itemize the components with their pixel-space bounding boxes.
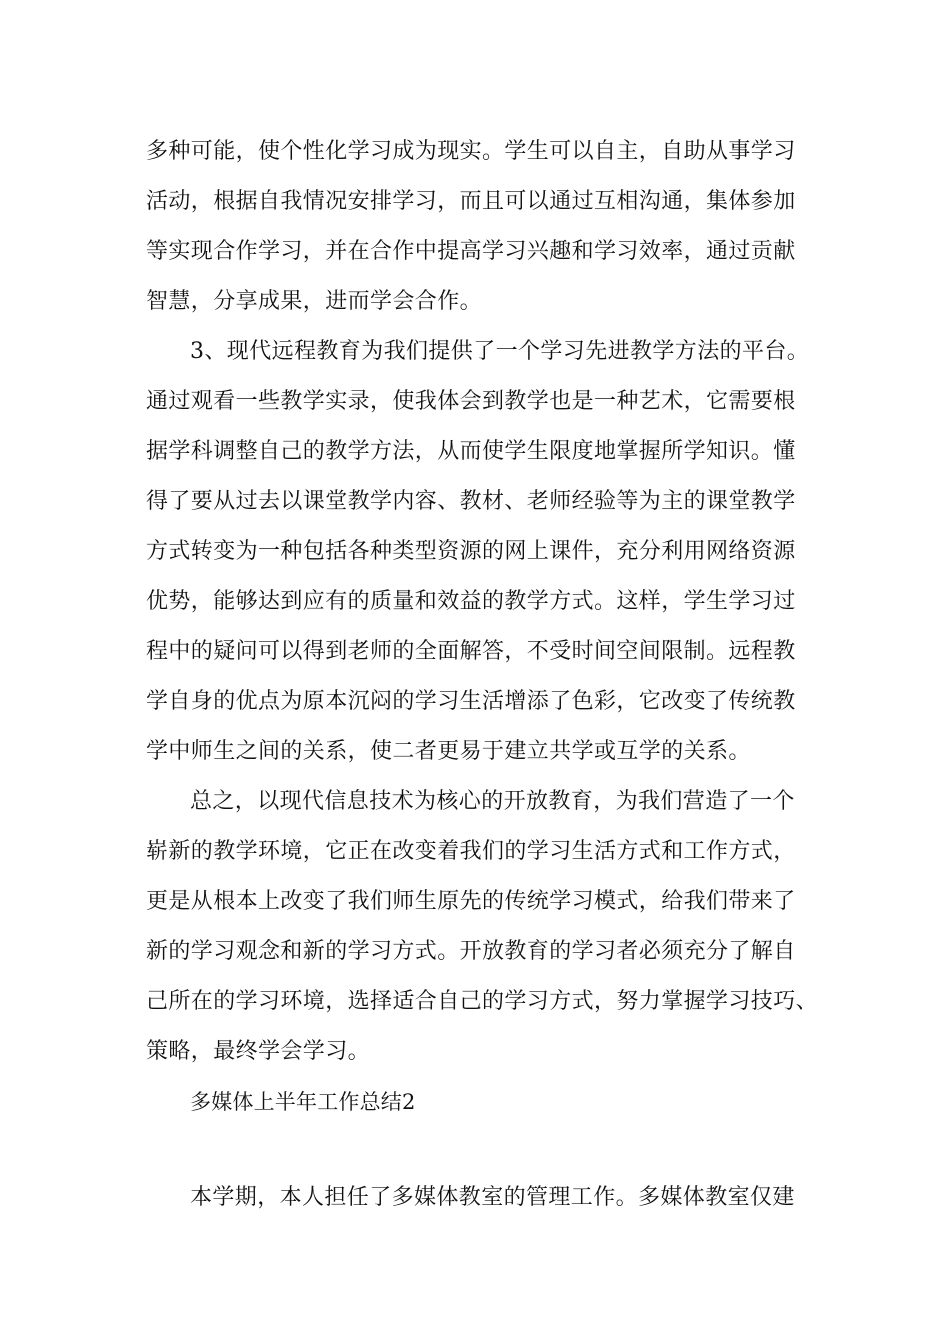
paragraph-3-line-3: 更是从根本上改变了我们师生原先的传统学习模式，给我们带来了 xyxy=(146,889,796,914)
paragraph-1-line-4: 智慧，分享成果，进而学会合作。 xyxy=(146,289,483,314)
paragraph-3-line-4: 新的学习观念和新的学习方式。开放教育的学习者必须充分了解自 xyxy=(146,939,796,964)
paragraph-2-line-4: 得了要从过去以课堂教学内容、教材、老师经验等为主的课堂教学 xyxy=(146,489,796,514)
section-heading: 多媒体上半年工作总结2 xyxy=(190,1090,416,1114)
paragraph-1-line-3: 等实现合作学习，并在合作中提高学习兴趣和学习效率，通过贡献 xyxy=(146,239,796,264)
paragraph-4-line-1: 本学期，本人担任了多媒体教室的管理工作。多媒体教室仅建 xyxy=(190,1185,795,1210)
paragraph-2-line-9: 学中师生之间的关系，使二者更易于建立共学或互学的关系。 xyxy=(146,739,751,764)
paragraph-1-line-1: 多种可能，使个性化学习成为现实。学生可以自主，自助从事学习 xyxy=(146,139,796,164)
paragraph-3-line-5: 己所在的学习环境，选择适合自己的学习方式，努力掌握学习技巧、 xyxy=(146,989,819,1014)
paragraph-1-line-2: 活动，根据自我情况安排学习，而且可以通过互相沟通，集体参加 xyxy=(146,189,796,214)
paragraph-2-line-5: 方式转变为一种包括各种类型资源的网上课件，充分利用网络资源 xyxy=(146,539,796,564)
paragraph-2-line-6: 优势，能够达到应有的质量和效益的教学方式。这样，学生学习过 xyxy=(146,589,796,614)
paragraph-3-line-6: 策略，最终学会学习。 xyxy=(146,1039,371,1064)
paragraph-3-line-2: 崭新的教学环境，它正在改变着我们的学习生活方式和工作方式， xyxy=(146,839,796,864)
paragraph-2-line-2: 通过观看一些教学实录，使我体会到教学也是一种艺术，它需要根 xyxy=(146,389,796,414)
paragraph-3-line-1: 总之，以现代信息技术为核心的开放教育，为我们营造了一个 xyxy=(190,789,795,814)
paragraph-2-line-1: 3、现代远程教育为我们提供了一个学习先进教学方法的平台。 xyxy=(190,339,810,364)
paragraph-2-line-7: 程中的疑问可以得到老师的全面解答，不受时间空间限制。远程教 xyxy=(146,639,796,664)
paragraph-2-line-3: 据学科调整自己的教学方法，从而使学生限度地掌握所学知识。懂 xyxy=(146,439,796,464)
paragraph-2-line-8: 学自身的优点为原本沉闷的学习生活增添了色彩，它改变了传统教 xyxy=(146,689,796,714)
